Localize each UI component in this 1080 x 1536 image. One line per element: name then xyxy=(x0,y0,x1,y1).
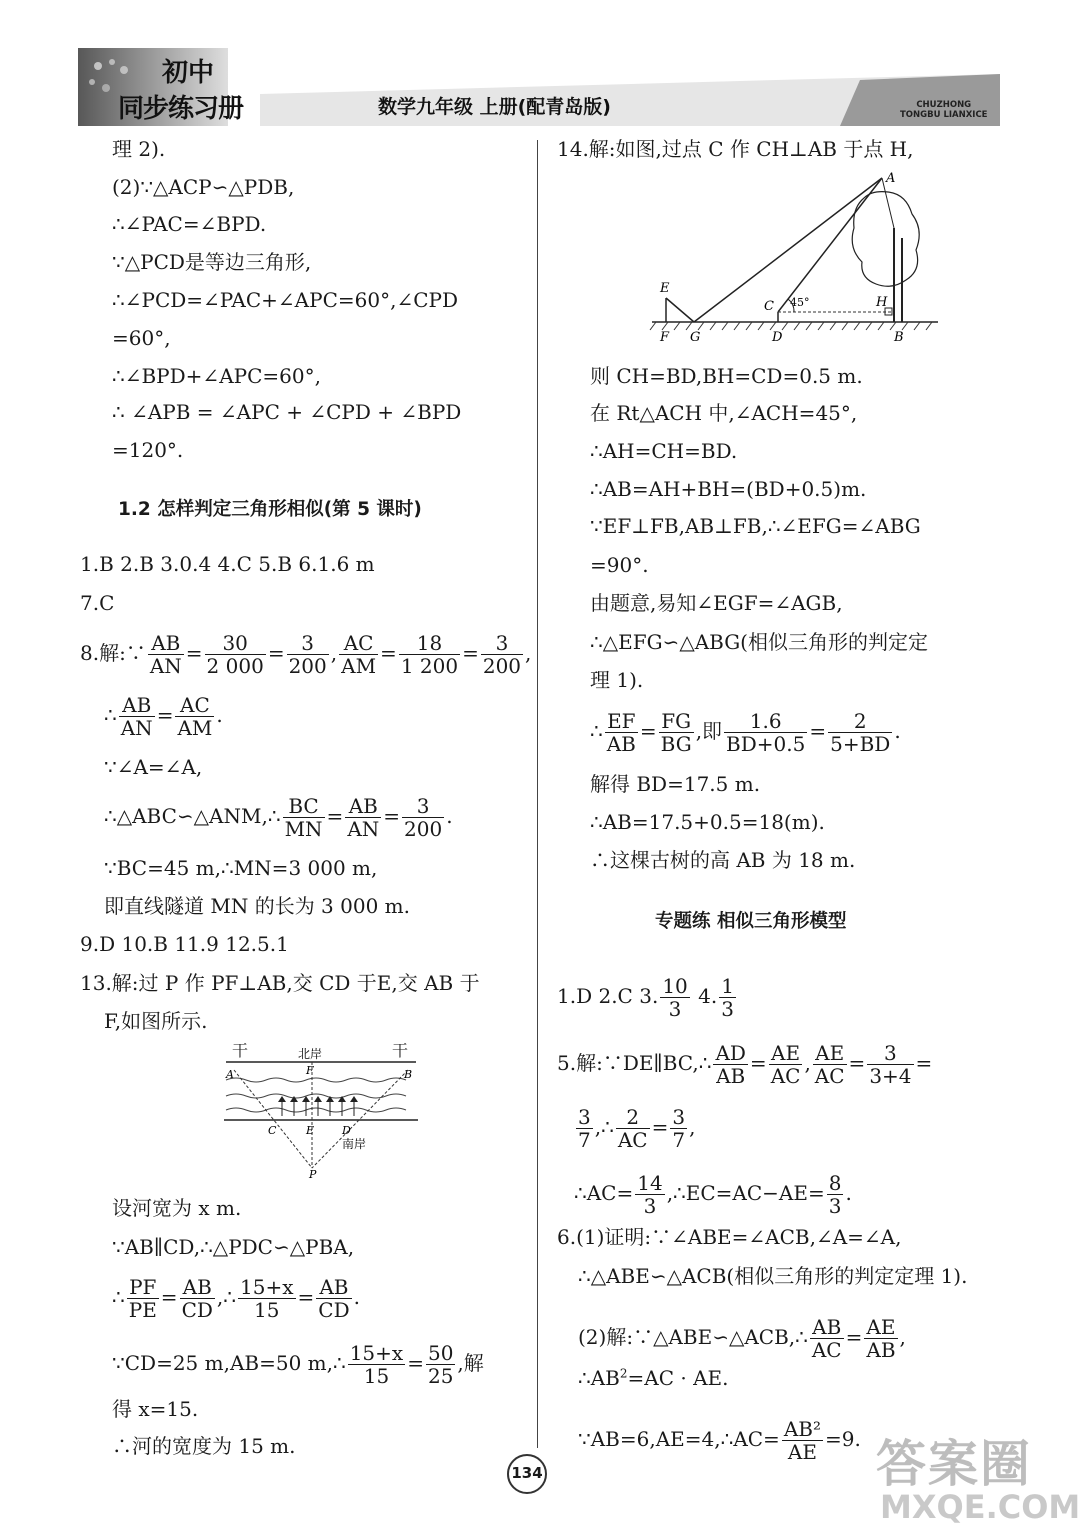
fraction xyxy=(345,795,381,840)
text-line: ∵AB∥CD,∴△PDC∽△PBA, xyxy=(112,1235,355,1259)
fraction xyxy=(426,1342,455,1387)
fraction-numerator: AB xyxy=(316,1276,351,1299)
fraction xyxy=(238,1276,296,1321)
tree-figure xyxy=(648,168,940,344)
formula-line: ∵CD=25 m,AB=50 m,∴ $\frac{15+x}{15}$ = $\frac{50}{25}$ ,解 xyxy=(112,1341,484,1388)
fraction-numerator: AC xyxy=(339,632,378,655)
fraction xyxy=(813,1042,847,1087)
fraction xyxy=(828,710,892,755)
fraction-numerator: AB xyxy=(148,632,184,655)
fraction-denominator: AM xyxy=(341,654,377,678)
fraction-numerator: 3 xyxy=(402,795,444,818)
svg-text:干: 干 xyxy=(392,1041,409,1060)
fraction-denominator: 15 xyxy=(363,1364,390,1388)
fraction-denominator: 3 xyxy=(643,1194,657,1218)
text-line: ∴河的宽度为 15 m. xyxy=(112,1434,296,1458)
fraction-denominator: 2 000 xyxy=(206,654,264,678)
fraction xyxy=(402,795,444,840)
fraction-numerator: 2 xyxy=(828,710,892,733)
fraction-numerator: 18 xyxy=(399,632,460,655)
label-A: A xyxy=(886,171,896,186)
label-E: E xyxy=(306,1124,315,1137)
column-divider xyxy=(537,140,538,1448)
fraction-numerator: AB xyxy=(345,795,381,818)
fraction xyxy=(180,1276,215,1321)
text-line: 在 Rt△ACH 中,∠ACH=45°, xyxy=(590,401,858,425)
fraction-numerator: 15+x xyxy=(240,1275,294,1299)
text-line: ∴∠PAC=∠BPD. xyxy=(112,212,267,236)
text-segment: ∵CD=25 m,AB=50 m,∴ xyxy=(112,1351,346,1375)
fraction-denominator: CD xyxy=(318,1298,350,1322)
watermark xyxy=(868,1420,1080,1530)
fraction-numerator: 8 xyxy=(828,1171,842,1195)
page-number: 134 xyxy=(507,1454,547,1494)
fraction-denominator: 15 xyxy=(254,1298,280,1322)
formula-line: ∴△ABC∽△ANM,∴ $\frac{BC}{MN}$ = $\frac{AB}{AN}$ = $\frac{3}{200}$ . xyxy=(104,794,453,841)
page-header xyxy=(0,0,1051,140)
fraction-numerator: 10 xyxy=(662,974,688,998)
fraction-denominator: AC xyxy=(617,1128,648,1152)
fraction xyxy=(660,975,689,1020)
fraction-numerator: AB² xyxy=(783,1417,821,1441)
text-line: ∴ ∠APB = ∠APC + ∠CPD + ∠BPD xyxy=(112,400,462,424)
fraction-denominator: AC xyxy=(814,1064,845,1088)
fraction-numerator: 2 xyxy=(616,1106,650,1129)
text-line: ∴AB=17.5+0.5=18(m). xyxy=(590,810,825,834)
brand-pinyin-line2: TONGBU LIANXICE xyxy=(900,110,988,120)
fraction xyxy=(719,975,736,1020)
text-line: 理 1). xyxy=(590,668,644,692)
fraction xyxy=(316,1276,351,1321)
fraction-numerator: 14 xyxy=(637,1171,663,1195)
header-stripe xyxy=(260,74,1000,126)
fraction xyxy=(399,632,460,677)
text-line: =120°. xyxy=(112,438,184,462)
formula-line: ∴ $\frac{AB}{AN}$ = $\frac{AC}{AM}$ . xyxy=(104,693,223,740)
text-segment: ,∴ xyxy=(594,1115,614,1139)
text-segment: ∵AB=6,AE=4,∴AC= xyxy=(578,1427,780,1451)
fraction xyxy=(481,632,523,677)
label-angle-45: 45° xyxy=(790,296,810,309)
formula-line: ∴ $\frac{EF}{AB}$ = $\frac{FG}{BG}$ ,即 $\frac{1.6}{BD+0.5}$ = $\frac{2}{5+BD}$ . xyxy=(590,709,901,756)
fraction-denominator: BG xyxy=(660,732,692,756)
fraction xyxy=(827,1172,844,1217)
label-G: G xyxy=(690,330,701,345)
text-line: 则 CH=BD,BH=CD=0.5 m. xyxy=(590,364,863,388)
fraction xyxy=(659,710,694,755)
fraction-numerator: AB xyxy=(119,694,155,717)
fraction-numerator: 1 xyxy=(721,974,734,998)
fraction xyxy=(127,1276,159,1321)
text-segment: ,即 xyxy=(695,719,723,743)
label-C: C xyxy=(764,299,774,314)
answer-line: 1.B 2.B 3.0.4 4.C 5.B 6.1.6 m xyxy=(80,552,375,576)
fraction-denominator: CD xyxy=(181,1298,213,1322)
fraction-denominator: 3 xyxy=(828,1194,842,1218)
fraction-numerator: 50 xyxy=(427,1341,454,1365)
text-line: ∵EF⊥FB,AB⊥FB,∴∠EFG=∠ABG xyxy=(590,514,921,538)
fraction-numerator: 3 xyxy=(578,1105,591,1129)
fraction-numerator: 3 xyxy=(672,1105,686,1129)
text-line: =60°, xyxy=(112,326,171,350)
fraction xyxy=(605,710,638,755)
fraction-numerator: BC xyxy=(283,795,325,818)
text-line: 14.解:如图,过点 C 作 CH⊥AB 于点 H, xyxy=(557,137,914,161)
watermark-domain: MXQE.COM xyxy=(880,1488,1080,1526)
fraction-denominator: AB xyxy=(606,732,636,756)
fraction-numerator: 1.6 xyxy=(724,710,807,733)
fraction xyxy=(339,632,378,677)
fraction-denominator: 3 xyxy=(721,997,734,1021)
fraction-denominator: AE xyxy=(787,1440,817,1464)
fraction xyxy=(576,1106,593,1151)
text-line: ∴△EFG∽△ABG(相似三角形的判定定 xyxy=(590,630,928,654)
fraction xyxy=(119,694,155,739)
superscript: 2 xyxy=(619,1366,628,1381)
text-line: 6.(1)证明:∵∠ABE=∠ACB,∠A=∠A, xyxy=(557,1225,902,1249)
formula-line: 8.解:∵ $\frac{AB}{AN}$ = $\frac{30}{2 000}$ = $\frac{3}{200}$ , $\frac{AC}{AM}$ = $\frac{18}{1 200}$ = $\frac{3}{200}$ , xyxy=(80,631,532,678)
text-segment: ∴AC= xyxy=(574,1181,634,1205)
text-line: 设河宽为 x m. xyxy=(112,1196,242,1220)
fraction-denominator: 200 xyxy=(404,817,443,841)
logo-text-primary: 初中 xyxy=(162,58,215,88)
formula-line xyxy=(557,975,738,1020)
fraction-denominator: MN xyxy=(284,817,323,841)
text-segment: 5.解:∵DE∥BC,∴ xyxy=(557,1051,712,1075)
text-segment: 1.D 2.C 3. xyxy=(557,984,659,1008)
text-segment: ∴ xyxy=(590,719,603,743)
text-line: 理 2). xyxy=(112,137,166,161)
fraction-numerator: AB xyxy=(180,1276,215,1299)
fraction-denominator: 7 xyxy=(578,1128,591,1152)
fraction xyxy=(287,632,329,677)
fraction-numerator: AC xyxy=(175,694,214,717)
text-segment: ∴△ABC∽△ANM,∴ xyxy=(104,804,281,828)
river-figure xyxy=(216,1040,426,1180)
text-line: ∵BC=45 m,∴MN=3 000 m, xyxy=(104,856,378,880)
fraction xyxy=(864,1316,897,1361)
fraction-numerator: AB xyxy=(810,1316,844,1339)
formula-line xyxy=(578,1366,729,1390)
text-line: F,如图所示. xyxy=(104,1009,208,1033)
brand-pinyin xyxy=(900,100,988,120)
fraction xyxy=(670,1106,687,1151)
fraction-denominator: 7 xyxy=(672,1128,686,1152)
fraction xyxy=(782,1418,823,1463)
book-title: 数学九年级 上册(配青岛版) xyxy=(378,96,611,118)
text-line: 解得 BD=17.5 m. xyxy=(590,772,761,796)
text-segment: =9. xyxy=(825,1427,861,1451)
answer-line: 9.D 10.B 11.9 12.5.1 xyxy=(80,932,289,956)
text-line: (2)∵△ACP∽△PDB, xyxy=(112,175,295,199)
svg-text:干: 干 xyxy=(232,1041,249,1060)
fraction-denominator: 5+BD xyxy=(830,732,891,756)
fraction xyxy=(867,1042,913,1087)
label-north-bank: 北岸 xyxy=(298,1047,323,1061)
label-P: P xyxy=(309,1168,317,1181)
fraction-denominator: 3+4 xyxy=(869,1064,912,1088)
text-segment: ∴AB xyxy=(578,1366,620,1390)
fraction-numerator: 3 xyxy=(287,632,329,655)
text-segment: ,∴EC=AC−AE= xyxy=(666,1181,825,1205)
fraction-denominator: AC xyxy=(770,1064,801,1088)
text-line: ∴AB=AH+BH=(BD+0.5)m. xyxy=(590,477,867,501)
text-segment: (2)解:∵△ABE∽△ACB,∴ xyxy=(578,1325,808,1349)
text-segment: ∴ xyxy=(104,703,117,727)
fraction-numerator: 3 xyxy=(481,632,523,655)
label-F: F xyxy=(660,330,670,345)
fraction-numerator: PF xyxy=(127,1276,159,1299)
fraction-numerator: EF xyxy=(605,710,638,733)
text-line: ∴∠PCD=∠PAC+∠APC=60°,∠CPD xyxy=(112,288,458,312)
text-segment: ,解 xyxy=(457,1351,484,1375)
fraction-denominator: 3 xyxy=(668,997,682,1021)
fraction-numerator: AE xyxy=(813,1042,847,1065)
fraction xyxy=(713,1042,747,1087)
fraction xyxy=(175,694,214,739)
label-B: B xyxy=(894,330,904,345)
fraction xyxy=(283,795,325,840)
text-line: =90°. xyxy=(590,553,649,577)
text-line: ∵△PCD是等边三角形, xyxy=(112,250,312,274)
fraction-numerator: 15+x xyxy=(349,1341,404,1365)
fraction-numerator: AE xyxy=(864,1316,897,1339)
text-line: ∴AH=CH=BD. xyxy=(590,439,738,463)
fraction-denominator: 1 200 xyxy=(400,654,459,678)
formula-line: ∴AC= $\frac{14}{3}$ ,∴EC=AC−AE= $\frac{8}{3}$ . xyxy=(574,1171,852,1218)
text-line: ∴这棵古树的高 AB 为 18 m. xyxy=(590,848,856,872)
fraction-denominator: 200 xyxy=(482,654,522,678)
fraction-denominator: AN xyxy=(347,817,380,841)
text-segment: 4. xyxy=(691,984,718,1008)
fraction-numerator: 30 xyxy=(205,632,266,655)
formula-line: (2)解:∵△ABE∽△ACB,∴ $\frac{AB}{AC}$ = $\frac{AE}{AB}$ , xyxy=(578,1315,906,1362)
fraction xyxy=(616,1106,650,1151)
label-F: F xyxy=(306,1064,314,1077)
text-line: 13.解:过 P 作 PF⊥AB,交 CD 于E,交 AB 于 xyxy=(80,971,480,995)
label-A: A xyxy=(226,1068,234,1081)
fraction-denominator: 200 xyxy=(288,654,327,678)
fraction-numerator: FG xyxy=(659,710,694,733)
fraction xyxy=(810,1316,844,1361)
fraction-denominator: AB xyxy=(716,1064,746,1088)
text-line: 得 x=15. xyxy=(112,1397,199,1421)
label-D: D xyxy=(772,330,783,345)
formula-line xyxy=(578,1418,861,1463)
text-segment: 8.解:∵ xyxy=(80,641,146,665)
fraction xyxy=(635,1172,664,1217)
fraction xyxy=(205,632,266,677)
text-segment: ∴ xyxy=(112,1285,125,1309)
fraction xyxy=(724,710,807,755)
label-D: D xyxy=(342,1124,351,1137)
fraction-denominator: 25 xyxy=(427,1364,454,1388)
section-heading: 专题练 相似三角形模型 xyxy=(655,911,847,932)
fraction-numerator: AE xyxy=(769,1042,803,1065)
watermark-chinese: 答案圈 xyxy=(876,1435,1032,1493)
section-heading: 1.2 怎样判定三角形相似(第 5 课时) xyxy=(118,499,422,520)
fraction-denominator: AN xyxy=(120,716,153,740)
formula-line: 5.解:∵DE∥BC,∴ $\frac{AD}{AB}$ = $\frac{AE}{AC}$ , $\frac{AE}{AC}$ = $\frac{3}{3+4}$ = xyxy=(557,1041,933,1088)
text-line: ∴∠BPD+∠APC=60°, xyxy=(112,364,321,388)
formula-line: ∴ $\frac{PF}{PE}$ = $\frac{AB}{CD}$ ,∴ $\frac{15+x}{15}$ = $\frac{AB}{CD}$ . xyxy=(112,1275,360,1322)
formula-line: $\frac{3}{7}$ ,∴ $\frac{2}{AC}$ = $\frac{3}{7}$ , xyxy=(578,1105,696,1152)
fraction xyxy=(148,632,184,677)
text-segment: =AC · AE. xyxy=(627,1366,729,1390)
logo-text-secondary: 同步练习册 xyxy=(118,94,244,124)
fraction-denominator: AB xyxy=(866,1338,896,1362)
fraction-denominator: PE xyxy=(128,1298,157,1322)
text-line: 即直线隧道 MN 的长为 3 000 m. xyxy=(104,894,410,918)
fraction-denominator: BD+0.5 xyxy=(726,732,806,756)
fraction-denominator: AN xyxy=(149,654,182,678)
text-line: ∵∠A=∠A, xyxy=(104,755,203,779)
text-line: ∴△ABE∽△ACB(相似三角形的判定定理 1). xyxy=(578,1264,968,1288)
label-B: B xyxy=(404,1068,413,1081)
text-line: 由题意,易知∠EGF=∠AGB, xyxy=(590,591,843,615)
fraction xyxy=(769,1042,803,1087)
fraction-numerator: AD xyxy=(715,1041,746,1065)
label-C: C xyxy=(268,1124,277,1137)
brand-pinyin-line1: CHUZHONG xyxy=(916,100,972,110)
label-south-bank: 南岸 xyxy=(342,1137,367,1151)
answer-line: 7.C xyxy=(80,591,115,615)
label-H: H xyxy=(876,295,888,310)
fraction-denominator: AM xyxy=(177,716,213,740)
fraction-numerator: 3 xyxy=(867,1042,913,1065)
label-E: E xyxy=(660,281,670,296)
fraction xyxy=(348,1342,406,1387)
fraction-denominator: AC xyxy=(811,1338,842,1362)
